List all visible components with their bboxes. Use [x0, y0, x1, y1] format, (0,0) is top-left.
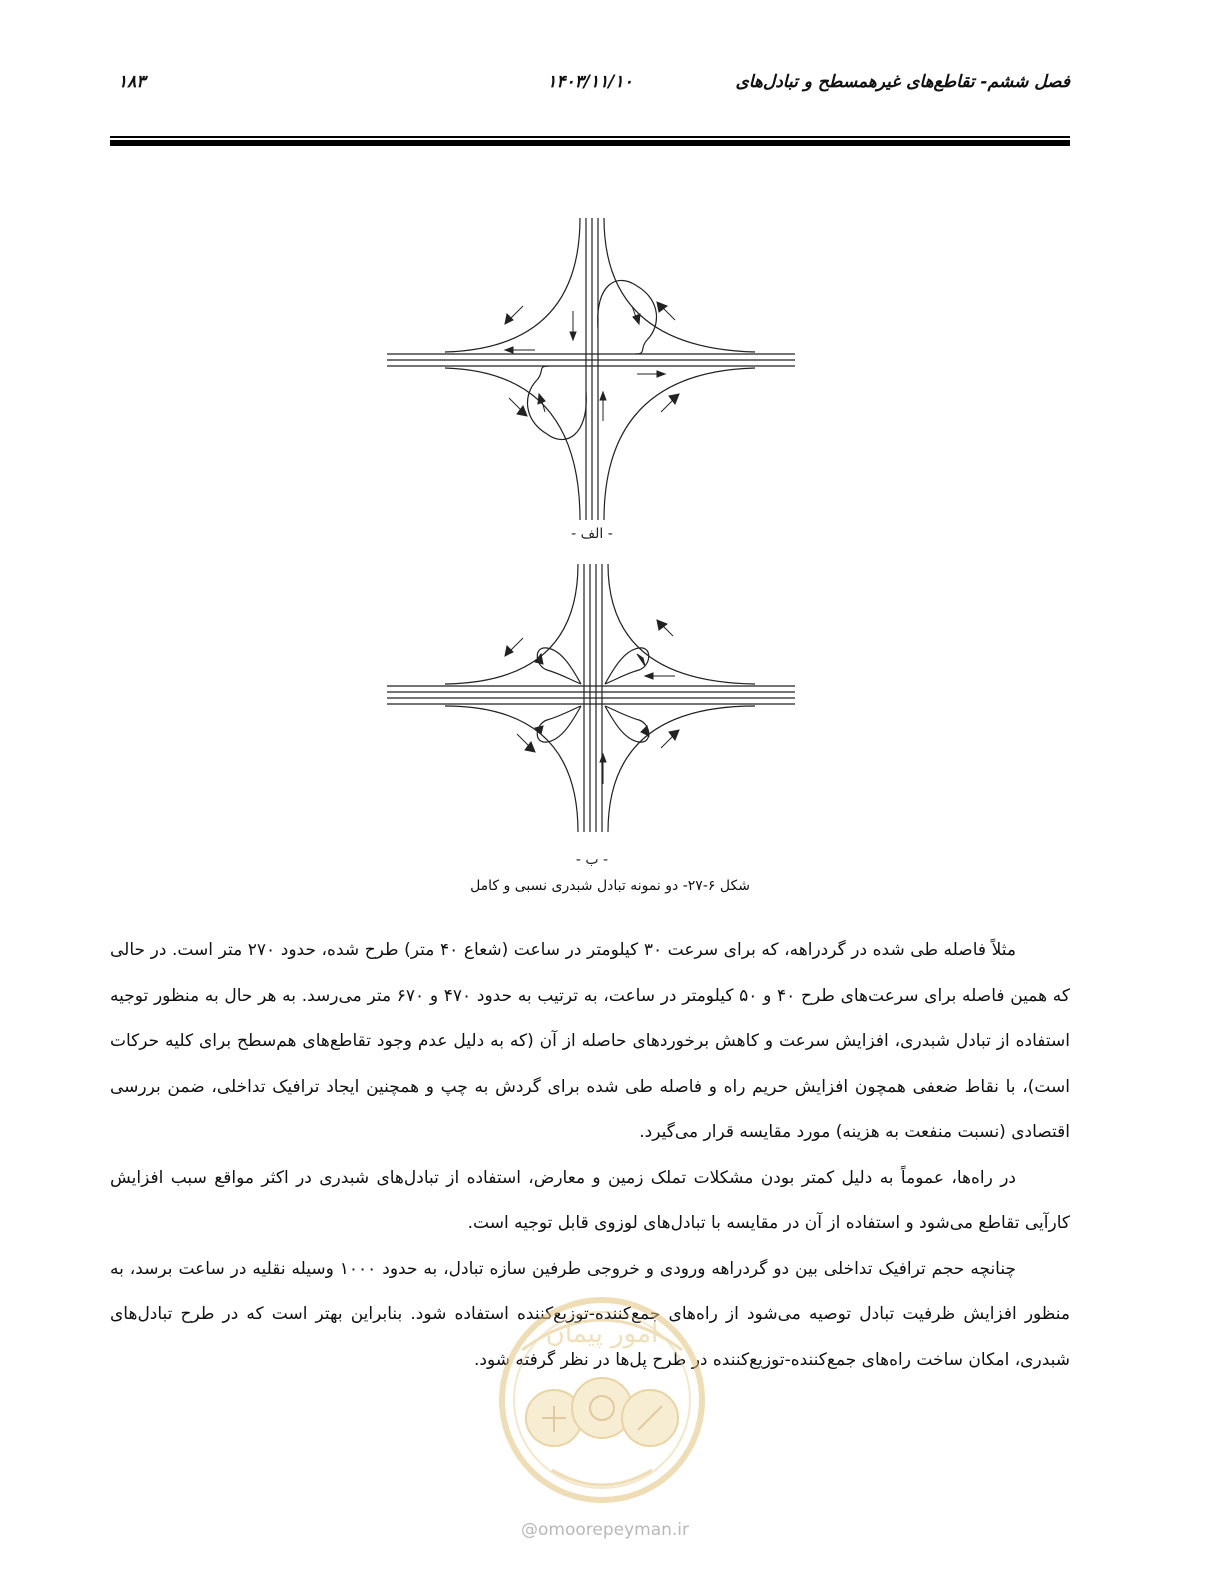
header-rule-thin	[110, 136, 1070, 138]
header-date: ۱۴۰۳/۱۱/۱۰	[547, 72, 633, 92]
figure-label-b: - ب -	[575, 852, 609, 868]
figure-caption: شکل ۶-۲۷- دو نمونه تبادل شبدری نسبی و کامل	[470, 878, 750, 894]
paragraph-1: مثلاً فاصله طی شده در گردراهه، که برای سرعت ۳۰ کیلومتر در ساعت (شعاع ۴۰ متر) طرح شده، حدود ۲۷۰ متر است. در حالی که همین فاصله برای سرعت‌های طرح ۴۰ و ۵۰ کیلومتر در ساعت، به ترتیب به حدود ۴۷۰ و ۶۷۰ متر می‌رسد. به هر حال به منظور توجیه استفاده از تبادل شبدری، افزایش سرعت و کاهش برخوردهای حاصله از آن (که به دلیل عدم وجود تقاطع‌های هم‌سطح برای کلیه حرکات است)، با نقاط ضعفی همچون افزایش حریم راه و فاصله طی شده برای گردش به چپ و همچنین ایجاد ترافیک تداخلی، ضمن بررسی اقتصادی (نسبت منفعت به هزینه) مورد مقایسه قرار می‌گیرد.	[110, 940, 1070, 1142]
watermark-logo-text: امور پیمان	[545, 1319, 659, 1349]
paragraph-3: چنانچه حجم ترافیک تداخلی بین دو گردراهه ورودی و خروجی طرفین سازه تبادل، به حدود ۱۰۰۰ وسیله نقلیه در ساعت برسد، به منظور افزایش ظرفیت تبادل توصیه می‌شود از راه‌های جمع‌کننده-توزیع‌کننده استفاده شود. بنابراین بهتر است که در طرح تبادل‌های شبدری، امکان ساخت راه‌های جمع‌کننده-توزیع‌کننده در طرح پل‌ها در نظر گرفته شود.	[110, 1258, 1070, 1370]
page-header	[110, 72, 1070, 102]
header-rule-thick	[110, 140, 1070, 146]
diagram-partial-cloverleaf	[385, 216, 799, 522]
watermark-url	[500, 1520, 710, 1540]
figure-label-a: - الف -	[571, 526, 613, 542]
outer-ramps	[445, 218, 755, 520]
watermark-url-text: omoorepeyman.ir	[537, 1520, 690, 1540]
diagram-full-cloverleaf	[385, 562, 799, 834]
direction-arrows	[505, 620, 679, 784]
watermark-logo	[492, 1290, 712, 1530]
at-icon: @	[520, 1520, 538, 1540]
paragraph-2: در راه‌ها، عموماً به دلیل کمتر بودن مشکلات تملک زمین و معارض، استفاده از تبادل‌های شبدری در اکثر مواقع سبب افزایش کارآیی تقاطع می‌شود و استفاده از آن در مقایسه با تبادل‌های لوزوی قابل توجیه است.	[110, 1167, 1070, 1233]
loop-ramps	[537, 648, 649, 742]
main-roads	[387, 564, 795, 832]
page-number: ۱۸۳	[118, 72, 146, 92]
chapter-title: فصل ششم- تقاطع‌های غیرهمسطح و تبادل‌های	[735, 72, 1070, 92]
